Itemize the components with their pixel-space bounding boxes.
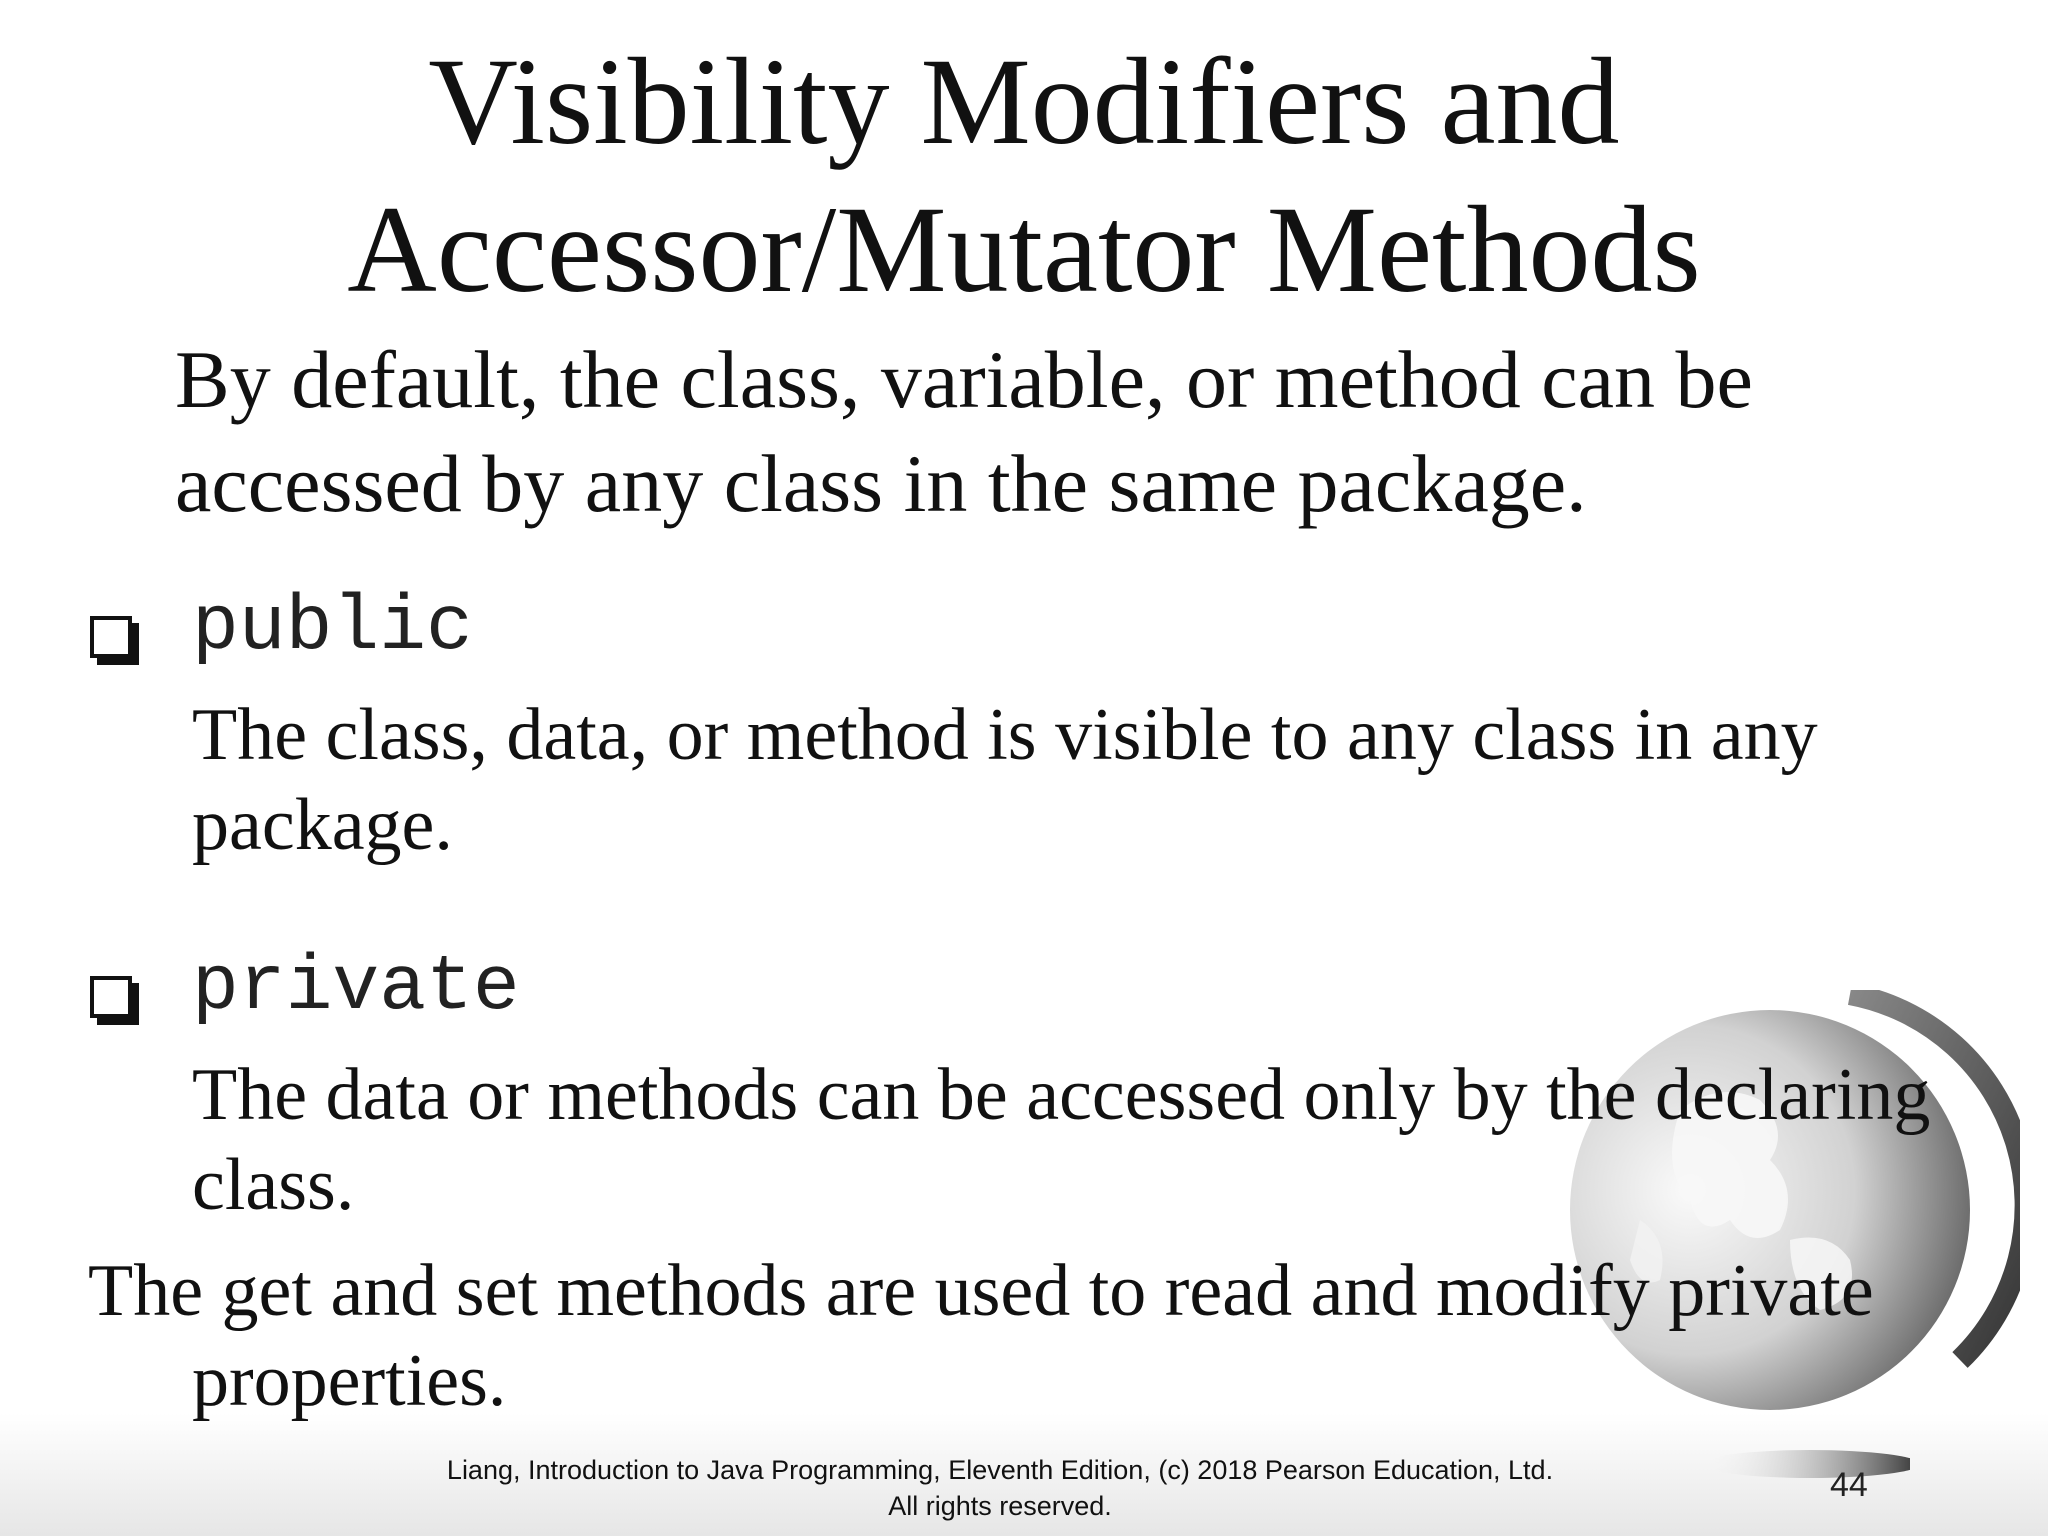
footer-credit bbox=[0, 1452, 2000, 1524]
footer-line-2: All rights reserved. bbox=[888, 1491, 1112, 1521]
bullet-description-public: The class, data, or method is visible to any class in any package. bbox=[192, 694, 1818, 866]
intro-paragraph: By default, the class, variable, or method can be accessed by any class in the same package. bbox=[175, 334, 1753, 529]
square-bullet-icon bbox=[90, 976, 132, 1018]
title-line-1: Visibility Modifiers and bbox=[428, 33, 1620, 170]
closing-paragraph: The get and set methods are used to read and modify private properties. bbox=[88, 1250, 1874, 1422]
bullet-code-public: public bbox=[192, 584, 473, 672]
square-bullet-icon bbox=[90, 616, 132, 658]
page-number: 44 bbox=[1830, 1466, 1868, 1504]
page-title bbox=[0, 28, 2048, 324]
footer-line-1: Liang, Introduction to Java Programming, Eleventh Edition, (c) 2018 Pearson Education, Ltd. bbox=[446, 1455, 1554, 1485]
title-line-2: Accessor/Mutator Methods bbox=[347, 181, 1701, 318]
bullet-description-private: The data or methods can be accessed only by the declaring class. bbox=[192, 1054, 1931, 1226]
bullet-code-private: private bbox=[192, 944, 520, 1032]
